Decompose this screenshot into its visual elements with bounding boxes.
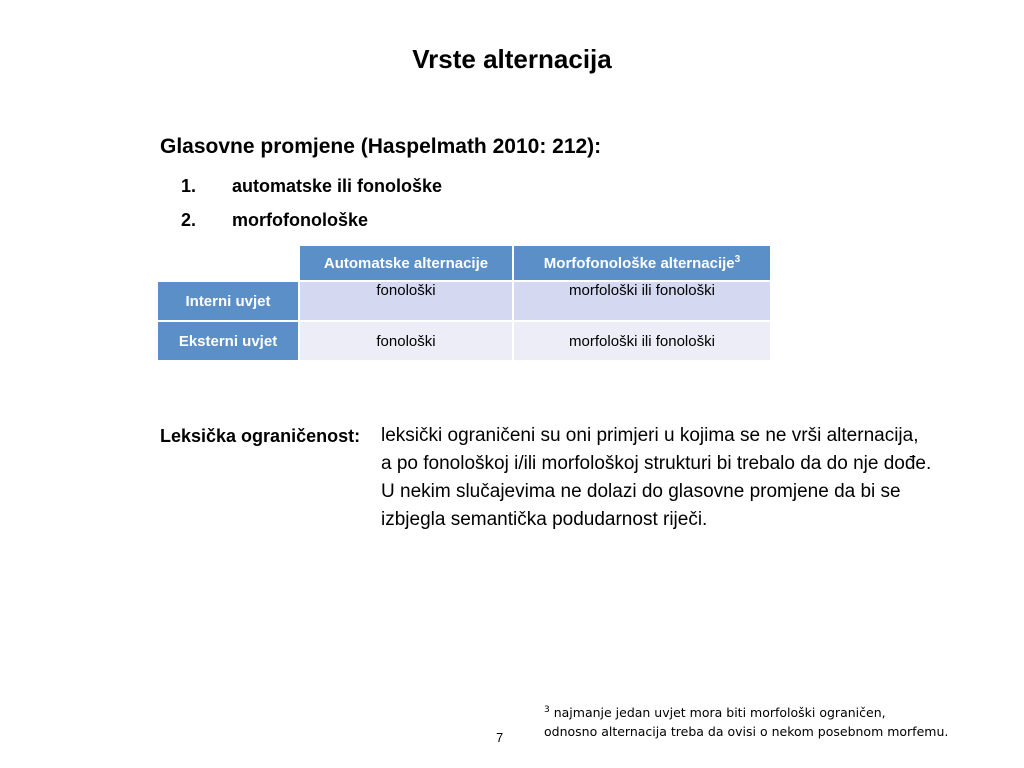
column-header-label: Morfofonološke alternacije	[543, 255, 735, 272]
table-header-row	[158, 246, 771, 281]
table-corner	[158, 246, 299, 281]
lexical-text-line: izbjegla semantička podudarnost riječi.	[381, 509, 708, 530]
alternation-table	[158, 246, 772, 362]
footnote-number: 3	[544, 705, 550, 715]
list-item	[181, 176, 442, 197]
lexical-restriction-label: Leksička ograničenost:	[160, 426, 361, 446]
slide-title: Vrste alternacija	[412, 44, 612, 74]
list-text: morfofonološke	[232, 210, 369, 230]
footnote-line: odnosno alternacija treba da ovisi o nekom posebnom morfemu.	[544, 724, 949, 739]
list-text: automatske ili fonološke	[232, 176, 443, 196]
list-number: 1.	[181, 176, 197, 196]
table-cell: fonološki	[299, 321, 513, 361]
column-header-automatic: Automatske alternacije	[299, 246, 513, 281]
table-cell: morfološki ili fonološki	[513, 321, 771, 361]
page-number: 7	[496, 730, 504, 745]
section-heading: Glasovne promjene (Haspelmath 2010: 212):	[160, 135, 602, 158]
list-item	[181, 210, 368, 231]
lexical-text-line: leksički ograničeni su oni primjeri u kojima se ne vrši alternacija,	[381, 425, 919, 446]
table-cell: morfološki ili fonološki	[513, 281, 771, 321]
column-header-morphophonological	[513, 246, 771, 281]
row-header-external: Eksterni uvjet	[158, 321, 299, 361]
table-cell: fonološki	[299, 281, 513, 321]
footnote-marker: 3	[734, 254, 741, 265]
footnote-text: najmanje jedan uvjet mora biti morfološki ograničen,	[549, 705, 886, 721]
table-row	[158, 281, 771, 321]
row-header-internal: Interni uvjet	[158, 281, 299, 321]
lexical-text-line: U nekim slučajevima ne dolazi do glasovne promjene da bi se	[381, 481, 901, 502]
table-row	[158, 321, 771, 361]
list-number: 2.	[181, 210, 197, 230]
lexical-text-line: a po fonološkoj i/ili morfološkoj strukturi bi trebalo da do nje dođe.	[381, 453, 932, 474]
footnote-line	[544, 705, 886, 720]
